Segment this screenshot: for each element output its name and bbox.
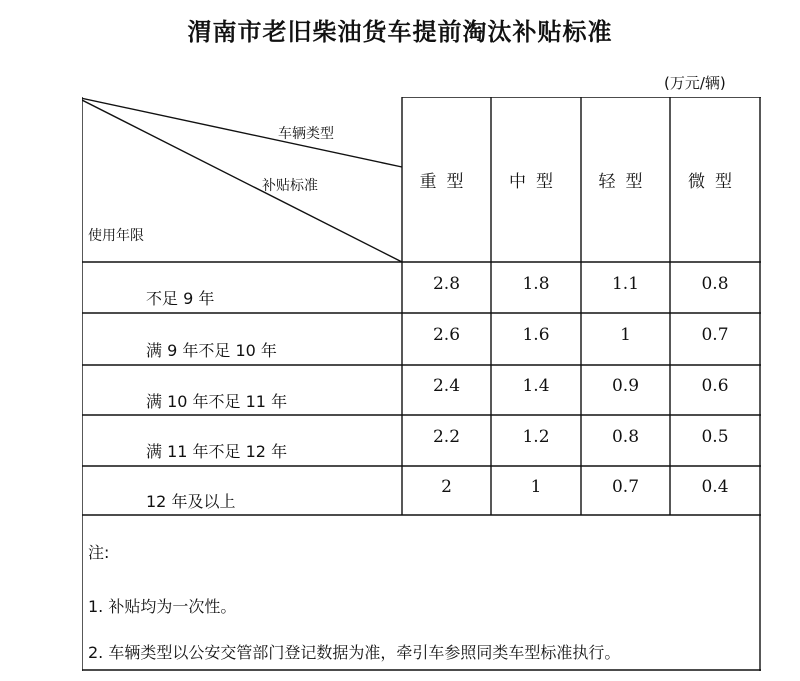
note-item: 1. 补贴均为一次性。 xyxy=(88,597,237,616)
table-cell: 1.8 xyxy=(522,273,550,294)
table-cell: 0.8 xyxy=(611,426,640,447)
page-title: 渭南市老旧柴油货车提前淘汰补贴标准 xyxy=(187,18,613,46)
table-cell: 1.2 xyxy=(522,426,550,447)
col-header-mini: 微型 xyxy=(688,172,742,192)
table-cell: 0.7 xyxy=(701,325,729,345)
note-item: 2. 车辆类型以公安交管部门登记数据为准，牵引车参照同类车型标准执行。 xyxy=(88,643,621,662)
table-cell: 2.6 xyxy=(432,325,461,345)
row-label: 满 11 年不足 12 年 xyxy=(146,442,288,461)
table-cell: 1.4 xyxy=(522,376,550,396)
table-cell: 2 xyxy=(441,476,452,497)
table-cell: 0.5 xyxy=(701,426,729,447)
col-header-heavy: 重型 xyxy=(419,172,474,192)
table-cell: 2.4 xyxy=(432,376,461,396)
col-header-medium: 中型 xyxy=(509,172,563,192)
table-cell: 2.8 xyxy=(432,273,461,294)
col-header-light: 轻型 xyxy=(598,172,653,192)
diag-label-years-of-use: 使用年限 xyxy=(88,228,144,244)
table-cell: 1.6 xyxy=(522,325,550,345)
unit-label: (万元/辆) xyxy=(664,74,726,92)
notes-heading: 注: xyxy=(88,543,110,562)
table-cell: 0.6 xyxy=(701,376,729,396)
row-label: 满 10 年不足 11 年 xyxy=(146,391,288,411)
row-label: 满 9 年不足 10 年 xyxy=(146,340,277,360)
table-cell: 0.9 xyxy=(611,376,640,396)
table-cell: 1 xyxy=(620,325,631,345)
table-cell: 0.8 xyxy=(701,273,729,294)
diag-label-subsidy-standard: 补贴标准 xyxy=(262,178,318,194)
table-cell: 0.7 xyxy=(611,476,640,497)
row-label: 12 年及以上 xyxy=(146,492,236,511)
table-cell: 1 xyxy=(530,476,542,497)
table-cell: 0.4 xyxy=(701,476,729,497)
row-label: 不足 9 年 xyxy=(146,289,215,308)
table-cell: 2.2 xyxy=(432,426,461,447)
subsidy-table xyxy=(82,97,761,671)
diag-label-vehicle-type: 车辆类型 xyxy=(278,126,334,142)
table-cell: 1.1 xyxy=(611,273,640,294)
